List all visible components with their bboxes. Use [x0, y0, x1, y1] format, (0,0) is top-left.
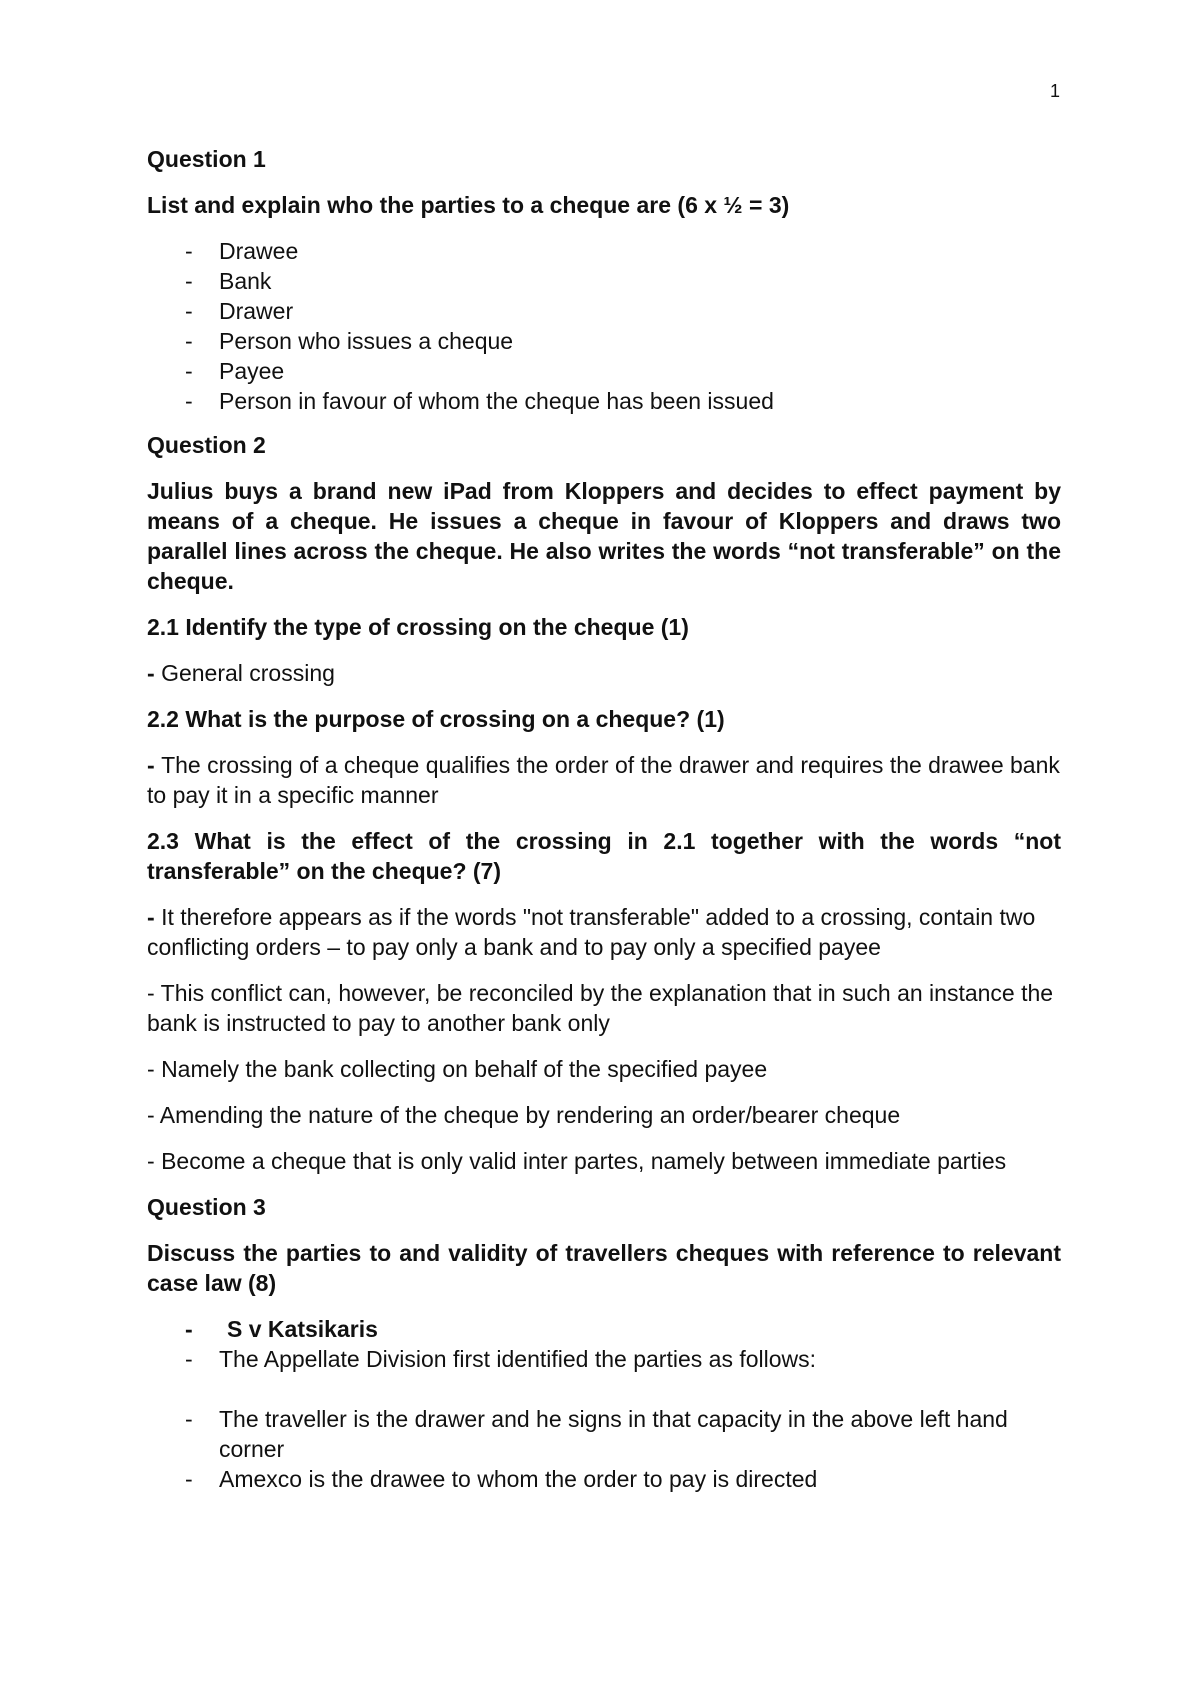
answer-text: Become a cheque that is only valid inter partes, namely between immediate parties [161, 1148, 1007, 1174]
list-item: - Bank [147, 266, 1061, 296]
answer-text: General crossing [161, 660, 335, 686]
question-2-3-answer [147, 978, 1061, 1038]
answer-dash: - [147, 752, 162, 778]
question-2-3-answer [147, 1146, 1061, 1176]
answer-dash: - [147, 1148, 162, 1174]
answer-dash: - [147, 1056, 162, 1082]
answer-text: Amending the nature of the cheque by rendering an order/bearer cheque [159, 1102, 901, 1128]
list-item: - Drawee [147, 236, 1061, 266]
answer-text: This conflict can, however, be reconciled by the explanation that in such an instance the bank is instructed to pay to another bank only [147, 980, 1054, 1036]
question-2-3-prompt: 2.3 What is the effect of the crossing in 2.1 together with the words “not transferable” on the cheque? (7) [147, 828, 1061, 884]
question-2-3-answer [147, 902, 1061, 962]
answer-text: The crossing of a cheque qualifies the order of the drawer and requires the drawee bank to pay it in a specific manner [147, 752, 1060, 808]
answer-dash: - [147, 660, 162, 686]
question-2-1-answer [147, 658, 1061, 688]
list-item: - Amexco is the drawee to whom the order to pay is directed [147, 1464, 1061, 1494]
answer-dash: - [147, 980, 161, 1006]
list-item: - Payee [147, 356, 1061, 386]
list-item: - The traveller is the drawer and he signs in that capacity in the above left hand corner [147, 1404, 1061, 1464]
page-number: 1 [1049, 81, 1060, 101]
question-2-2-prompt: 2.2 What is the purpose of crossing on a cheque? (1) [147, 706, 725, 732]
answer-dash: - [147, 904, 162, 930]
answer-text: Namely the bank collecting on behalf of the specified payee [161, 1056, 768, 1082]
question-2-3-answer [147, 1100, 1061, 1130]
list-item: - Person in favour of whom the cheque has been issued [147, 386, 1061, 416]
question-1-list [147, 236, 1061, 416]
question-1-prompt: List and explain who the parties to a cheque are (6 x ½ = 3) [147, 192, 790, 218]
list-item: - Drawer [147, 296, 1061, 326]
question-3-list-continued [147, 1404, 1061, 1494]
question-2-heading: Question 2 [147, 432, 266, 458]
question-3-prompt: Discuss the parties to and validity of travellers cheques with reference to relevant case law (8) [147, 1240, 1061, 1296]
list-item: - The Appellate Division first identified the parties as follows: [147, 1344, 1061, 1374]
document-body [147, 144, 1061, 1508]
question-2-1-prompt: 2.1 Identify the type of crossing on the cheque (1) [147, 614, 689, 640]
question-2-3-answer [147, 1054, 1061, 1084]
answer-dash: - [147, 1102, 160, 1128]
question-3-heading: Question 3 [147, 1194, 266, 1220]
question-3-list [147, 1314, 1061, 1374]
list-item: - Person who issues a cheque [147, 326, 1061, 356]
question-2-scenario: Julius buys a brand new iPad from Kloppers and decides to effect payment by means of a cheque. He issues a cheque in favour of Kloppers and draws two parallel lines across the cheque. He also writes the words “not transferable” on the cheque. [147, 478, 1061, 594]
question-2-2-answer [147, 750, 1061, 810]
spacer [147, 1374, 1061, 1404]
answer-text: It therefore appears as if the words "not transferable" added to a crossing, contain two conflicting orders – to pay only a bank and to pay only a specified payee [147, 904, 1036, 960]
list-item-case-name: - S v Katsikaris [147, 1314, 1061, 1344]
question-1-heading: Question 1 [147, 146, 266, 172]
